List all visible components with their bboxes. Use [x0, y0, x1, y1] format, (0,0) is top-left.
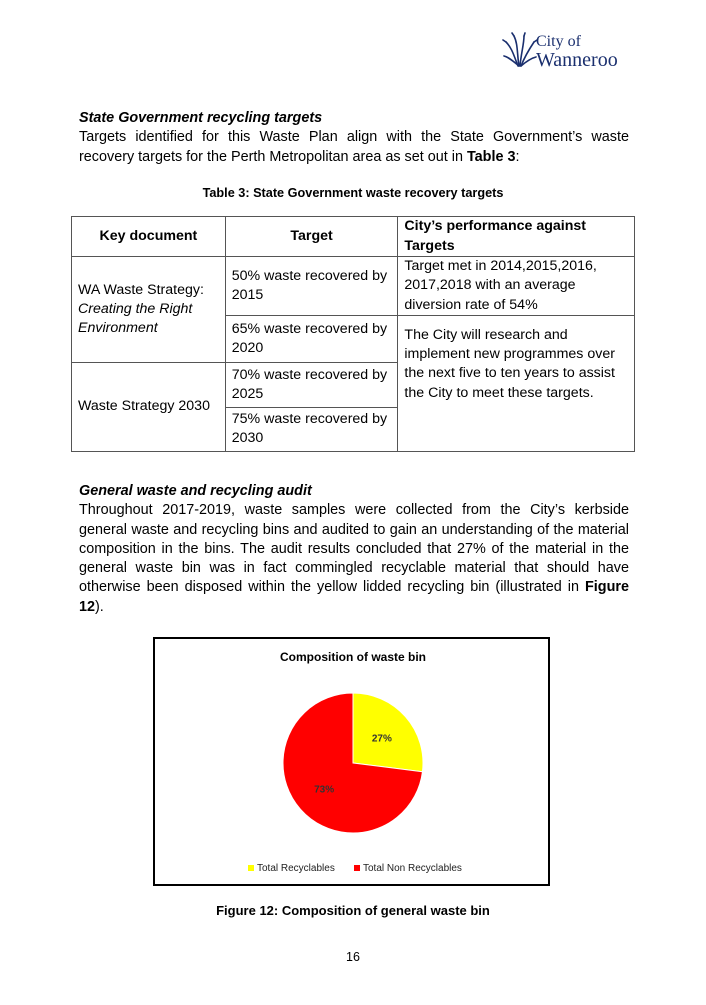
target-cell: 75% waste recovered by 2030 — [225, 407, 398, 451]
table-reference: Table 3 — [466, 148, 516, 165]
slice-label: 27% — [371, 733, 392, 745]
target-cell: 50% waste recovered by 2015 — [225, 257, 398, 316]
header-performance: City’s performance against Targets — [398, 217, 635, 257]
table-header-row — [72, 217, 635, 257]
pie-chart — [153, 637, 550, 886]
figure-reference: Figure 12 — [79, 579, 629, 615]
slice-label: 73% — [314, 784, 335, 796]
table-caption: Table 3: State Government waste recovery targets — [202, 186, 504, 200]
legend-entry: Total Non Recyclables — [363, 863, 462, 874]
table-row — [72, 257, 635, 316]
paragraph-text: Targets identified for this Waste Plan align with the State Government’s waste recovery targets for the Perth Metropolitan area as set out in — [79, 129, 629, 165]
targets-table — [71, 216, 635, 452]
key-document-cell: Waste Strategy 2030 — [72, 362, 226, 451]
chart-title: Composition of waste bin — [280, 650, 426, 664]
figure-caption: Figure 12: Composition of general waste bin — [216, 903, 490, 918]
section-heading: State Government recycling targets — [79, 110, 323, 126]
legend-swatch — [248, 865, 254, 871]
legend-entry: Total Recyclables — [257, 863, 335, 874]
paragraph-text-end: : — [515, 148, 520, 165]
target-cell: 70% waste recovered by 2025 — [225, 362, 398, 407]
performance-cell: Target met in 2014,2015,2016, 2017,2018 with an average diversion rate of 54% — [398, 257, 635, 316]
legend-swatch — [354, 865, 360, 871]
target-cell: 65% waste recovered by 2020 — [225, 315, 398, 362]
doc-subtitle: Creating the Right Environment — [78, 300, 193, 337]
performance-cell: The City will research and implement new programmes over the next five to ten years to assist the City to meet these targets. — [398, 315, 635, 451]
section-paragraph — [79, 128, 629, 167]
paragraph-text-end: ). — [95, 598, 104, 615]
section-waste-audit — [79, 482, 629, 617]
pie-chart-svg — [155, 639, 548, 884]
header-target: Target — [225, 217, 398, 257]
paragraph-text: Throughout 2017-2019, waste samples were collected from the City’s kerbside general waste and recycling bins and audited to gain an understanding of the material composition in the bins. The audit results concluded that 27% of the material in the general waste bin was in fact commingled recyclable material that should have otherwise been disposed within the yellow lidded recycling bin (illustrated in — [79, 502, 629, 596]
section-recycling-targets — [79, 109, 629, 167]
pie-slice — [353, 693, 423, 772]
page-number: 16 — [346, 950, 360, 964]
header-key-document: Key document — [72, 217, 226, 257]
doc-name: WA Waste Strategy: — [78, 281, 204, 298]
section-paragraph — [79, 501, 629, 617]
logo-line2: Wanneroo — [536, 49, 618, 71]
section-heading: General waste and recycling audit — [79, 483, 312, 499]
logo-line1: City of — [536, 33, 581, 50]
key-document-cell — [72, 257, 226, 363]
